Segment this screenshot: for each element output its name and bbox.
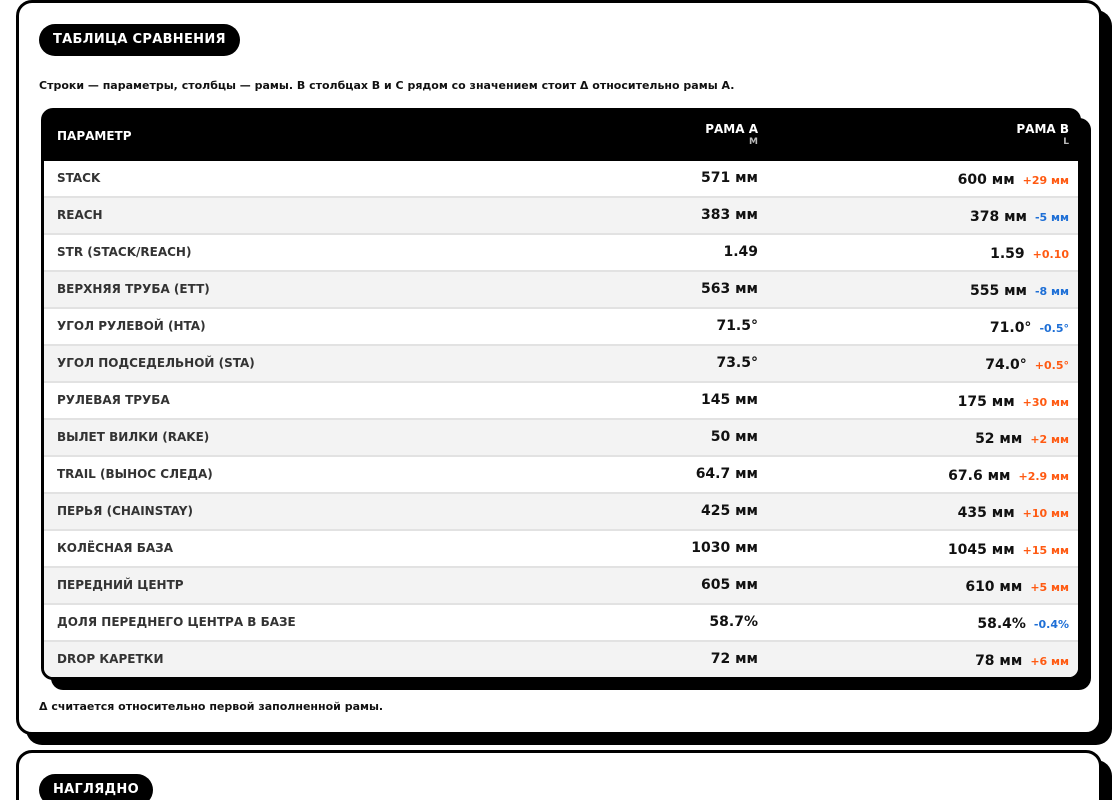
comparison-footnote: Δ считается относительно первой заполненной рамы. — [39, 700, 384, 713]
frame-a-value: 145 мм — [701, 392, 758, 408]
frame-b-cell — [770, 568, 1069, 605]
frame-a-value: 64.7 мм — [695, 466, 758, 482]
frame-b-cell — [770, 531, 1069, 568]
frame-b-cell — [770, 494, 1069, 531]
frame-b-cell — [770, 605, 1069, 642]
table-row — [44, 457, 1078, 494]
frame-b-delta: +10 мм — [1022, 507, 1069, 520]
param-name: STR (STACK/REACH) — [57, 245, 192, 259]
frame-a-value: 571 мм — [701, 170, 758, 186]
frame-b-value: 600 мм — [957, 172, 1015, 188]
frame-b-delta: +0.10 — [1032, 248, 1069, 261]
frame-b-value: 1.59 — [990, 246, 1025, 262]
table-row — [44, 198, 1078, 235]
frame-b-delta: +30 мм — [1022, 396, 1069, 409]
frame-b-value: 610 мм — [965, 579, 1023, 595]
frame-b-cell — [770, 383, 1069, 420]
param-name: ВЕРХНЯЯ ТРУБА (ETT) — [57, 282, 210, 296]
header-frame-a — [581, 122, 758, 148]
frame-b-cell — [770, 235, 1069, 272]
frame-b-value: 555 мм — [969, 283, 1027, 299]
frame-b-cell — [770, 346, 1069, 383]
frame-b-cell — [770, 642, 1069, 679]
param-name: STACK — [57, 171, 101, 185]
table-row — [44, 531, 1078, 568]
frame-b-delta: +0.5° — [1034, 359, 1069, 372]
frame-b-value: 74.0° — [985, 357, 1027, 373]
frame-b-delta: -5 мм — [1034, 211, 1069, 224]
frame-b-delta: -0.4% — [1033, 618, 1069, 631]
table-row — [44, 161, 1078, 198]
header-frame-a-label: РАМА A — [705, 122, 758, 136]
visual-title: НАГЛЯДНО — [39, 774, 153, 800]
frame-a-value: 1030 мм — [691, 540, 758, 556]
param-name: ПЕРЕДНИЙ ЦЕНТР — [57, 578, 184, 592]
param-name: УГОЛ ПОДСЕДЕЛЬНОЙ (STA) — [57, 356, 255, 370]
frame-b-cell — [770, 420, 1069, 457]
param-name: DROP КАРЕТКИ — [57, 652, 164, 666]
frame-b-delta: +5 мм — [1030, 581, 1069, 594]
frame-b-delta: +6 мм — [1030, 655, 1069, 668]
table-row — [44, 420, 1078, 457]
table-row — [44, 309, 1078, 346]
frame-b-delta: -8 мм — [1034, 285, 1069, 298]
frame-b-delta: +2.9 мм — [1018, 470, 1069, 483]
table-body — [44, 161, 1078, 677]
frame-a-value: 1.49 — [723, 244, 758, 260]
frame-b-cell — [770, 457, 1069, 494]
frame-a-value: 50 мм — [710, 429, 758, 445]
frame-b-value: 52 мм — [975, 431, 1023, 447]
param-name: РУЛЕВАЯ ТРУБА — [57, 393, 170, 407]
param-name: ВЫЛЕТ ВИЛКИ (RAKE) — [57, 430, 210, 444]
frame-b-value: 435 мм — [957, 505, 1015, 521]
frame-a-value: 73.5° — [716, 355, 758, 371]
table-row — [44, 235, 1078, 272]
comparison-intro: Строки — параметры, столбцы — рамы. В столбцах B и C рядом со значением стоит Δ относительно рамы A. — [39, 79, 735, 92]
frame-b-delta: -0.5° — [1039, 322, 1069, 335]
frame-b-delta: +29 мм — [1022, 174, 1069, 187]
param-name: REACH — [57, 208, 103, 222]
frame-b-cell — [770, 161, 1069, 198]
frame-b-value: 71.0° — [989, 320, 1032, 336]
header-param: ПАРАМЕТР — [57, 129, 132, 143]
header-frame-b — [770, 122, 1069, 148]
frame-b-delta: +15 мм — [1022, 544, 1069, 557]
visual-card — [16, 750, 1102, 800]
comparison-title: ТАБЛИЦА СРАВНЕНИЯ — [39, 24, 240, 56]
frame-a-value: 71.5° — [716, 318, 758, 334]
table-row — [44, 494, 1078, 531]
param-name: ДОЛЯ ПЕРЕДНЕГО ЦЕНТРА В БАЗЕ — [57, 615, 296, 629]
header-frame-a-size: M — [749, 137, 758, 147]
frame-b-value: 78 мм — [975, 653, 1023, 669]
frame-a-value: 383 мм — [701, 207, 758, 223]
table-row — [44, 346, 1078, 383]
frame-a-value: 72 мм — [710, 651, 758, 667]
comparison-table — [41, 108, 1081, 680]
frame-b-value: 67.6 мм — [948, 468, 1011, 484]
table-row — [44, 642, 1078, 679]
frame-b-cell — [770, 272, 1069, 309]
table-header — [44, 111, 1078, 161]
table-row — [44, 272, 1078, 309]
frame-b-value: 58.4% — [977, 616, 1026, 632]
param-name: TRAIL (ВЫНОС СЛЕДА) — [57, 467, 213, 481]
header-frame-b-size: L — [1063, 137, 1069, 147]
frame-b-value: 378 мм — [969, 209, 1027, 225]
comparison-card — [16, 0, 1102, 735]
frame-b-delta: +2 мм — [1030, 433, 1069, 446]
param-name: ПЕРЬЯ (CHAINSTAY) — [57, 504, 193, 518]
table-row — [44, 568, 1078, 605]
header-frame-b-label: РАМА B — [1016, 122, 1069, 136]
frame-b-value: 1045 мм — [947, 542, 1015, 558]
frame-a-value: 605 мм — [701, 577, 758, 593]
param-name: УГОЛ РУЛЕВОЙ (HTA) — [57, 319, 206, 333]
param-name: КОЛЁСНАЯ БАЗА — [57, 541, 173, 555]
frame-a-value: 425 мм — [701, 503, 758, 519]
table-row — [44, 383, 1078, 420]
frame-a-value: 563 мм — [701, 281, 758, 297]
frame-b-cell — [770, 309, 1069, 346]
frame-b-cell — [770, 198, 1069, 235]
frame-b-value: 175 мм — [957, 394, 1015, 410]
table-row — [44, 605, 1078, 642]
frame-a-value: 58.7% — [709, 614, 758, 630]
